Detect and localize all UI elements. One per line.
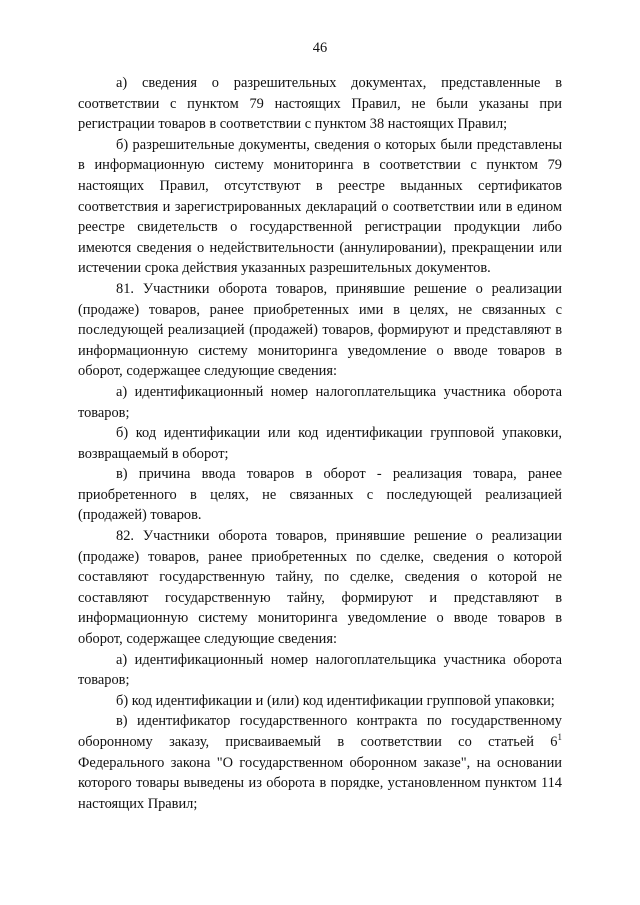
paragraph-81: 81. Участники оборота товаров, принявшие решение о реализации (продаже) товаров, ранее приобретенных ими в целях, не связанных с последующей реализацией (продажей) товаров, формируют и представляют в информационную систему мониторинга уведомление о вводе товаров в оборот, содержащее следующие сведения: bbox=[78, 280, 562, 380]
paragraph-82: 82. Участники оборота товаров, принявшие решение о реализации (продаже) товаров, ранее приобретенных по сделке, сведения о которой составляют государственную тайну, по сделке, сведения о которой не составляют государственную тайну, формируют и представляют в информационную систему мониторинга уведомление о вводе товаров в оборот, содержащее следующие сведения: bbox=[78, 528, 562, 648]
paragraph-82-item-c bbox=[78, 711, 562, 814]
paragraph-81-item-b: б) код идентификации или код идентификации групповой упаковки, возвращаемый в оборот; bbox=[78, 425, 562, 462]
paragraph-item-b-permits: б) разрешительные документы, сведения о которых были представлены в информационную систему мониторинга в соответствии с пунктом 79 настоящих Правил, отсутствуют в реестре выданных сертификатов соответствия и зарегистрированных деклараций о соответствии или в едином реестре свидетельств о государственной регистрации продукции либо имеются сведения о недействительности (аннулировании), прекращении или истечении срока действия указанных разрешительных документов. bbox=[78, 136, 562, 277]
paragraph-82-item-b: б) код идентификации и (или) код идентификации групповой упаковки; bbox=[116, 692, 555, 709]
superscript-article-index: 1 bbox=[557, 732, 562, 743]
page-number: 46 bbox=[312, 40, 328, 56]
paragraph-82-item-a: а) идентификационный номер налогоплательщика участника оборота товаров; bbox=[78, 651, 562, 689]
paragraph-81-item-a: а) идентификационный номер налогоплательщика участника оборота товаров; bbox=[78, 383, 562, 421]
paragraph-82-item-c-text: в) идентификатор государственного контракта по государственному оборонному заказу, присваиваемый в соответствии со статьей 6 bbox=[78, 713, 562, 750]
paragraph-item-a-permits: а) сведения о разрешительных документах, представленные в соответствии с пунктом 79 настоящих Правил, не были указаны при регистрации товаров в соответствии с пунктом 38 настоящих Правил; bbox=[78, 75, 562, 133]
paragraph-82-item-c-text-continued: Федерального закона "О государственном оборонном заказе", на основании которого товары выведены из оборота в порядке, установленном пунктом 114 настоящих Правил; bbox=[78, 754, 562, 812]
paragraph-81-item-c: в) причина ввода товаров в оборот - реализация товара, ранее приобретенного в целях, не связанных с последующей реализацией (продажей) товаров. bbox=[78, 466, 562, 524]
document-body bbox=[78, 73, 562, 814]
